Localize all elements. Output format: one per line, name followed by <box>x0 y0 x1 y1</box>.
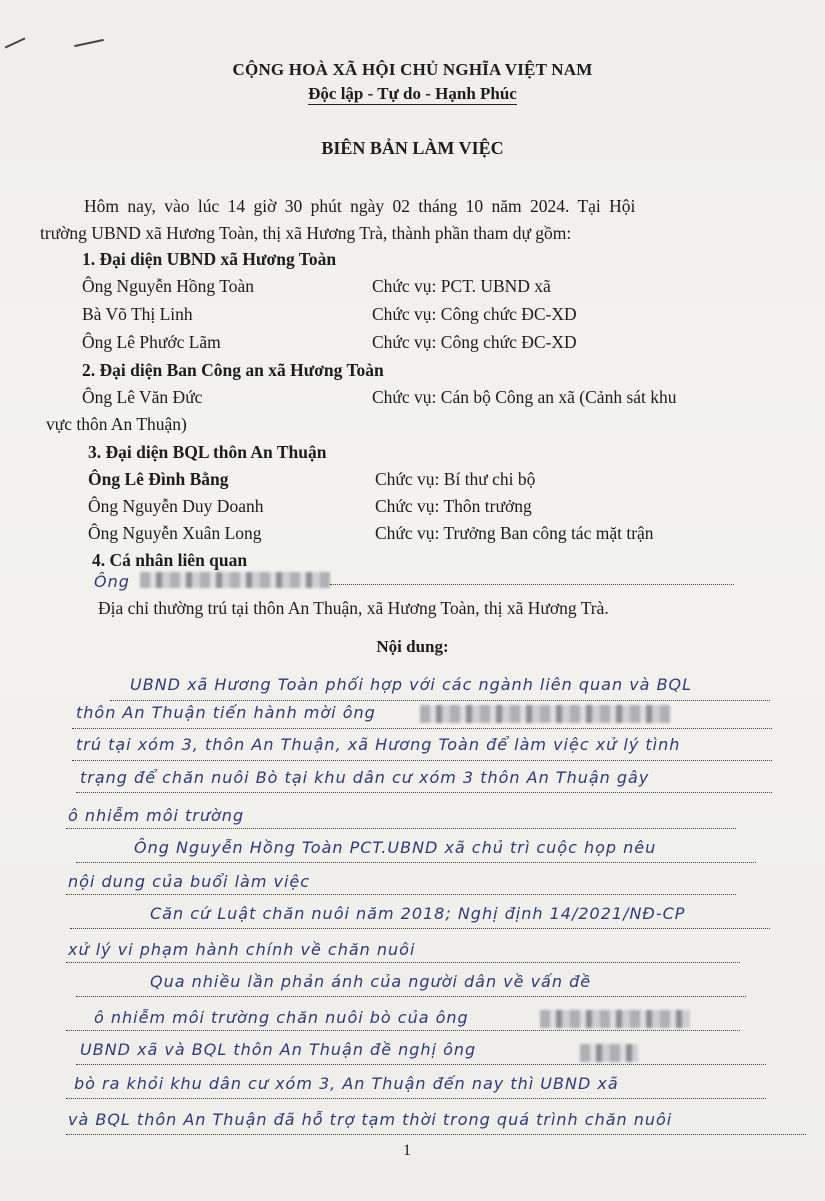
handwritten-line: UBND xã Hương Toàn phối hợp với các ngành liên quan và BQL <box>130 675 693 694</box>
intro-line-2: trường UBND xã Hương Toàn, thị xã Hương Trà, thành phần tham dự gồm: <box>40 223 572 243</box>
redacted-name <box>420 705 670 723</box>
handwritten-prefix: Ông <box>94 572 130 591</box>
member-name: Bà Võ Thị Linh <box>82 304 193 324</box>
member-role: Chức vụ: Thôn trưởng <box>375 496 532 516</box>
fill-line <box>76 792 772 793</box>
handwritten-line: thôn An Thuận tiến hành mời ông <box>76 703 376 722</box>
fill-line <box>66 1030 740 1031</box>
member-role-continued: vực thôn An Thuận) <box>46 414 187 434</box>
member-name: Ông Lê Phước Lãm <box>82 332 221 352</box>
fill-line <box>72 728 772 729</box>
fill-line <box>66 894 736 895</box>
address-line: Địa chỉ thường trú tại thôn An Thuận, xã Hương Toàn, thị xã Hương Trà. <box>98 598 609 618</box>
fill-line <box>76 996 746 997</box>
member-name: Ông Lê Đình Bằng <box>88 469 229 489</box>
handwritten-line: nội dung của buổi làm việc <box>68 872 311 891</box>
handwritten-line: và BQL thôn An Thuận đã hỗ trợ tạm thời trong quá trình chăn nuôi <box>68 1110 673 1129</box>
fill-line <box>70 928 770 929</box>
handwritten-line: ô nhiễm môi trường <box>68 806 245 825</box>
redacted-name <box>580 1044 638 1062</box>
handwritten-line: bò ra khỏi khu dân cư xóm 3, An Thuận đến nay thì UBND xã <box>74 1074 619 1093</box>
intro-line-1: Hôm nay, vào lúc 14 giờ 30 phút ngày 02 tháng 10 năm 2024. Tại Hội <box>84 196 636 216</box>
handwritten-line: xử lý vi phạm hành chính về chăn nuôi <box>68 940 416 959</box>
section-heading: 3. Đại diện BQL thôn An Thuận <box>88 442 327 462</box>
member-role: Chức vụ: Bí thư chi bộ <box>375 469 536 489</box>
document-title: BIÊN BẢN LÀM VIỆC <box>321 138 504 158</box>
handwritten-line: Ông Nguyễn Hồng Toàn PCT.UBND xã chủ trì cuộc họp nêu <box>134 838 657 857</box>
pen-mark <box>5 37 26 48</box>
member-name: Ông Nguyễn Xuân Long <box>88 523 262 543</box>
handwritten-line: trú tại xóm 3, thôn An Thuận, xã Hương Toàn để làm việc xử lý tình <box>76 735 681 754</box>
motto: Độc lập - Tự do - Hạnh Phúc <box>308 84 517 103</box>
member-role: Chức vụ: PCT. UBND xã <box>372 276 551 296</box>
section-heading: 4. Cá nhân liên quan <box>92 550 248 570</box>
member-role: Chức vụ: Cán bộ Công an xã (Cảnh sát khu <box>372 387 677 407</box>
fill-line <box>330 584 734 585</box>
fill-line <box>66 962 740 963</box>
section-heading: 2. Đại diện Ban Công an xã Hương Toàn <box>82 360 384 380</box>
fill-line <box>66 1098 766 1099</box>
fill-line <box>76 1064 766 1065</box>
fill-line <box>66 828 736 829</box>
fill-line <box>110 700 770 701</box>
redacted-name <box>140 572 330 588</box>
content-heading: Nội dung: <box>376 637 449 656</box>
member-name: Ông Nguyễn Hồng Toàn <box>82 276 254 296</box>
country-header: CỘNG HOÀ XÃ HỘI CHỦ NGHĨA VIỆT NAM <box>232 60 593 79</box>
pen-mark <box>74 39 104 47</box>
handwritten-line: trạng để chăn nuôi Bò tại khu dân cư xóm 3 thôn An Thuận gây <box>80 768 650 787</box>
member-name: Ông Nguyễn Duy Doanh <box>88 496 264 516</box>
member-role: Chức vụ: Công chức ĐC-XD <box>372 304 577 324</box>
member-role: Chức vụ: Công chức ĐC-XD <box>372 332 577 352</box>
page-number: 1 <box>403 1142 411 1159</box>
handwritten-line: Qua nhiều lần phản ánh của người dân về vấn đề <box>150 972 592 991</box>
redacted-name <box>540 1010 690 1028</box>
handwritten-line: ô nhiễm môi trường chăn nuôi bò của ông <box>94 1008 469 1027</box>
handwritten-line: UBND xã và BQL thôn An Thuận đề nghị ông <box>80 1040 477 1059</box>
fill-line <box>66 1134 806 1135</box>
fill-line <box>72 760 772 761</box>
handwritten-line: Căn cứ Luật chăn nuôi năm 2018; Nghị định 14/2021/NĐ-CP <box>150 904 686 923</box>
member-name: Ông Lê Văn Đức <box>82 387 203 407</box>
member-role: Chức vụ: Trưởng Ban công tác mặt trận <box>375 523 654 543</box>
section-heading: 1. Đại diện UBND xã Hương Toàn <box>82 249 337 269</box>
fill-line <box>76 862 756 863</box>
